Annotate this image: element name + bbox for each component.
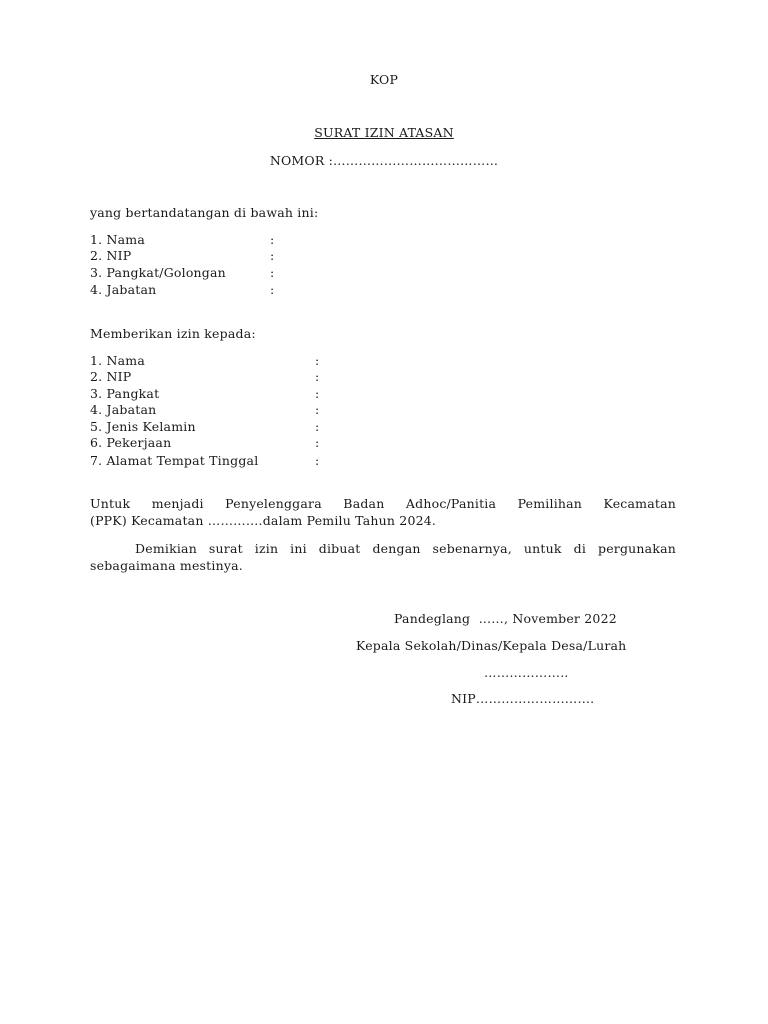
recipient-field-colon: :	[315, 386, 320, 401]
recipient-field-label: 1. Nama	[90, 353, 145, 368]
recipient-field-colon: :	[315, 419, 320, 434]
letter-number: NOMOR :…………………………………	[269, 153, 499, 168]
recipient-field-colon: :	[315, 453, 320, 468]
closing-line: sebagaimana mestinya.	[90, 557, 243, 573]
recipient-field-label: 3. Pangkat	[90, 386, 160, 401]
purpose-line: Untuk menjadi Penyelenggara Badan Adhoc/Panitia Pemilihan Kecamatan	[90, 496, 676, 511]
recipient-field-label: 5. Jenis Kelamin	[90, 419, 196, 434]
purpose-line: (PPK) Kecamatan ………….dalam Pemilu Tahun 2024.	[90, 512, 437, 528]
recipient-intro: Memberikan izin kepada:	[90, 326, 256, 341]
signatory-intro: yang bertandatangan di bawah ini:	[90, 205, 319, 220]
signature-place-date: Pandeglang ……, November 2022	[394, 611, 617, 626]
recipient-field-colon: :	[315, 369, 320, 384]
recipient-field-colon: :	[315, 435, 320, 450]
signatory-field-label: 4. Jabatan	[90, 282, 157, 297]
recipient-field-colon: :	[315, 353, 320, 368]
closing-paragraph	[90, 541, 676, 574]
signatory-field-colon: :	[270, 282, 275, 297]
purpose-paragraph	[90, 496, 676, 529]
recipient-field-label: 7. Alamat Tempat Tinggal	[90, 453, 259, 468]
signatory-field-label: 2. NIP	[90, 248, 132, 263]
recipient-field-label: 4. Jabatan	[90, 402, 157, 417]
letterhead-kop: KOP	[369, 72, 399, 87]
recipient-field-colon: :	[315, 402, 320, 417]
signatory-field-colon: :	[270, 232, 275, 247]
signatory-field-label: 3. Pangkat/Golongan	[90, 265, 226, 280]
signature-position: Kepala Sekolah/Dinas/Kepala Desa/Lurah	[356, 638, 627, 653]
letter-title: SURAT IZIN ATASAN	[314, 125, 454, 140]
closing-line: Demikian surat izin ini dibuat dengan sebenarnya, untuk di pergunakan	[135, 541, 676, 556]
recipient-field-label: 6. Pekerjaan	[90, 435, 172, 450]
signatory-field-label: 1. Nama	[90, 232, 145, 247]
recipient-field-label: 2. NIP	[90, 369, 132, 384]
signatory-field-colon: :	[270, 265, 275, 280]
signatory-field-colon: :	[270, 248, 275, 263]
signature-name: ………………..	[484, 665, 569, 680]
signature-nip: NIP……………………….	[451, 691, 595, 706]
